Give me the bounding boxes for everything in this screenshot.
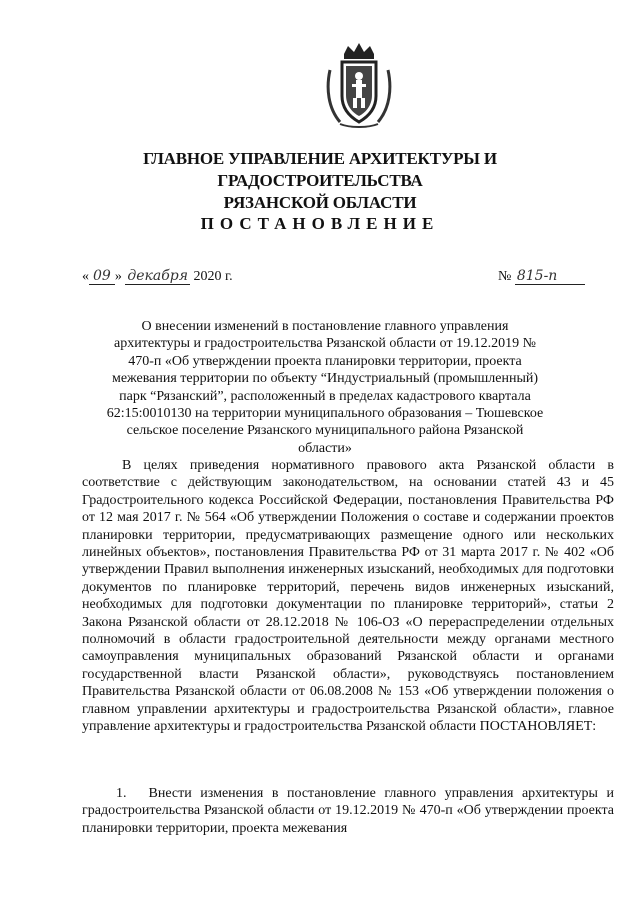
document-date: « 09 » декабря 2020 г. — [82, 268, 233, 284]
number-value: 815-п — [515, 268, 585, 285]
agency-line-2: РЯЗАНСКОЙ ОБЛАСТИ — [223, 193, 417, 212]
date-year: 2020 г. — [193, 269, 233, 284]
date-day: 09 — [89, 268, 115, 285]
document-type-title: ПОСТАНОВЛЕНИЕ — [200, 214, 440, 233]
resolution-item-1 — [82, 785, 614, 837]
preamble-paragraph: В целях приведения нормативного правового акта Рязанской области в соответствие с действующим законодательством, на основании статей 43 и 45 Градостроительного кодекса Российской Федерации, постановления Правительства РФ от 12 мая 2017 г. № 564 «Об утверждении Положения о составе и содержании проектов планировки территории, предусматривающих размещение одного или нескольких линейных объектов», постановления Правительства РФ от 31 марта 2017 г. № 402 «Об утверждении Правил выполнения инженерных изысканий, необходимых для подготовки документов по планировке территорий, перечень видов инженерных изысканий, необходимых для подготовки документации по планировке территорий», статьи 2 Закона Рязанской области от 28.12.2018 № 106-ОЗ «О перераспределении отдельных полномочий в области градостроительной деятельности между органами местного самоуправления муниципальных образований Рязанской области и органами государственной власти Рязанской области», руководствуясь постановлением Правительства Рязанской области от 06.08.2008 № 153 «Об утверждении положения о главном управлении архитектуры и градостроительства Рязанской области», главное управление архитектуры и градостроительства Рязанской области ПОСТАНОВЛЯЕТ: — [82, 458, 614, 735]
date-month: декабря — [127, 268, 188, 284]
item-text: Внести изменения в постановление главного управления архитектуры и градостроительства Рязанской области от 19.12.2019 № 470-п «Об утверждении проекта планировки территории, проекта межевания — [82, 786, 614, 836]
number-label: № — [498, 269, 512, 284]
document-number — [498, 268, 585, 285]
document-subject: О внесении изменений в постановление главного управления архитектуры и градостроительства Рязанской области от 19.12.2019 № 470-п «Об утверждении проекта планировки территории, проекта межевания территории по объекту “Индустриальный (промышленный) парк “Рязанский”, расположенный в пределах кадастрового квартала 62:15:0010130 на территории муниципального образования – Тюшевское сельское поселение Рязанского муниципального района Рязанской области» — [106, 319, 544, 456]
ryazan-coat-of-arms-icon — [326, 40, 392, 128]
item-number: 1. — [116, 786, 127, 801]
agency-name — [40, 148, 600, 214]
agency-line-1: ГЛАВНОЕ УПРАВЛЕНИЕ АРХИТЕКТУРЫ И ГРАДОСТРОИТЕЛЬСТВА — [143, 149, 497, 190]
